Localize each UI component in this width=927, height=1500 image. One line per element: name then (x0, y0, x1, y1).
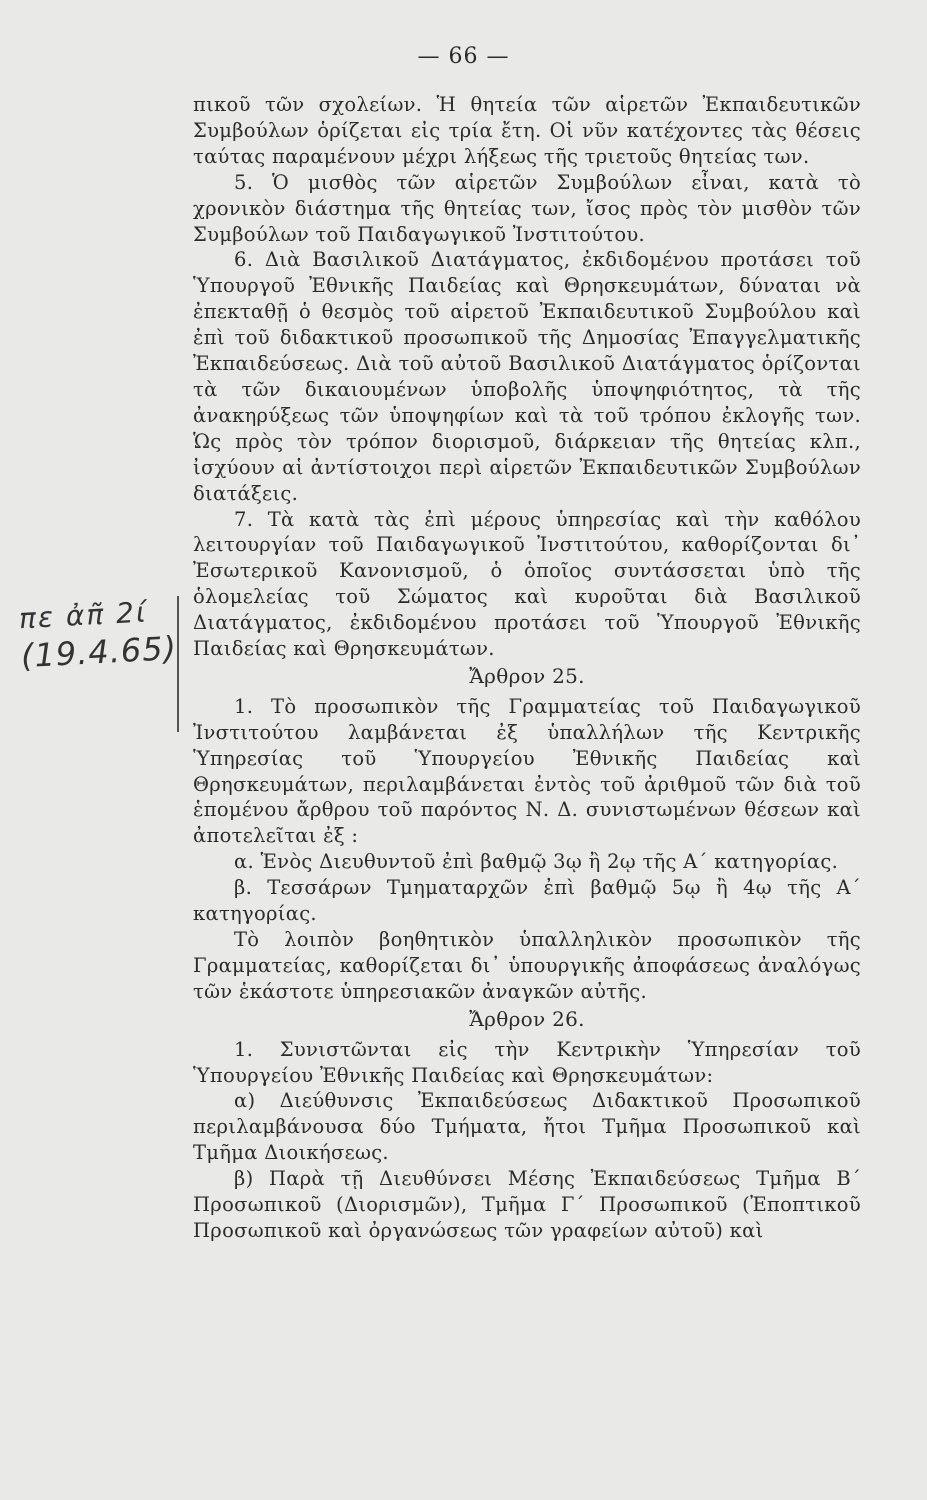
article-26-heading: Ἄρθρον 26. (469, 1006, 585, 1031)
body-text (193, 92, 861, 1244)
handwritten-margin-note (18, 594, 182, 675)
article-25-heading: Ἄρθρον 25. (469, 663, 585, 688)
paragraph-5: 5. Ὁ μισθὸς τῶν αἱρετῶν Συμβούλων εἶναι, κατὰ τὸ χρονικὸν διάστημα τῆς θητείας των, ἴσος πρὸς τὸν μισθὸν τῶν Συμβούλων τοῦ Παιδαγωγικοῦ Ἰνστιτούτου. (193, 170, 861, 246)
article-25-paragraph-1: 1. Τὸ προσωπικὸν τῆς Γραμματείας τοῦ Παιδαγωγικοῦ Ἰνστιτούτου λαμβάνεται ἐξ ὑπαλλήλων τῆς Κεντρικῆς Ὑπηρεσίας τοῦ Ὑπουργείου Ἐθνικῆς Παιδείας καὶ Θρησκευμάτων, περιλαμβάνεται ἐντὸς τοῦ ἀριθμοῦ τῶν διὰ τοῦ ἑπομένου ἄρθρου τοῦ παρόντος Ν. Δ. συνιστωμένων θέσεων καὶ ἀποτελεῖται ἐξ : (193, 694, 861, 848)
article-25-item-b: β. Τεσσάρων Τμηματαρχῶν ἐπὶ βαθμῷ 5ῳ ἢ 4ῳ τῆς Α΄ κατηγορίας. (193, 876, 861, 926)
article-26-paragraph-1: 1. Συνιστῶνται εἰς τὴν Κεντρικὴν Ὑπηρεσίαν τοῦ Ὑπουργείου Ἐθνικῆς Παιδείας καὶ Θρησκευμάτων: (193, 1037, 861, 1087)
page-number: — 66 — (417, 44, 510, 69)
article-25-closing: Τὸ λοιπὸν βοηθητικὸν ὑπαλληλικὸν προσωπικὸν τῆς Γραμματείας, καθορίζεται δι᾽ ὑπουργικῆς ἀποφάσεως ἀναλόγως τῶν ἑκάστοτε ὑπηρεσιακῶν ἀναγκῶν αὐτῆς. (193, 928, 861, 1003)
margin-note-line-1: πε ἀπ͂ 2ί (18, 595, 149, 636)
article-26-item-b: β) Παρὰ τῇ Διευθύνσει Μέσης Ἐκπαιδεύσεως Τμῆμα Β΄ Προσωπικοῦ (Διορισμῶν), Τμῆμα Γ΄ Προσωπικοῦ (Ἐποπτικοῦ Προσωπικοῦ καὶ ὀργανώσεως τῶν γραφείων αὐτοῦ) καὶ (193, 1167, 861, 1242)
paragraph: πικοῦ τῶν σχολείων. Ἡ θητεία τῶν αἱρετῶν Ἐκπαιδευτικῶν Συμβούλων ὁρίζεται εἰς τρία ἔτη. Οἱ νῦν κατέχοντες τὰς θέσεις ταύτας παραμένουν μέχρι λήξεως τῆς τριετοῦς θητείας των. (193, 93, 861, 168)
margin-note-line-2: (19.4.65) (20, 629, 178, 676)
article-26-item-a: α) Διεύθυνσις Ἐκπαιδεύσεως Διδακτικοῦ Προσωπικοῦ περιλαμβάνουσα δύο Τμήματα, ἤτοι Τμῆμα Προσωπικοῦ καὶ Τμῆμα Διοικήσεως. (193, 1089, 861, 1165)
paragraph-7: 7. Τὰ κατὰ τὰς ἐπὶ μέρους ὑπηρεσίας καὶ τὴν καθόλου λειτουργίαν τοῦ Παιδαγωγικοῦ Ἰνστιτούτου, καθορίζονται δι᾽ Ἐσωτερικοῦ Κανονισμοῦ, ὁ ὁποῖος συντάσσεται ὑπὸ τῆς ὁλομελείας τοῦ Σώματος καὶ κυροῦται διὰ Βασιλικοῦ Διατάγματος, ἐκδιδομένου προτάσει τοῦ Ὑπουργοῦ Ἐθνικῆς Παιδείας καὶ Θρησκευμάτων. (193, 507, 861, 661)
paragraph-6: 6. Διὰ Βασιλικοῦ Διατάγματος, ἐκδιδομένου προτάσει τοῦ Ὑπουργοῦ Ἐθνικῆς Παιδείας καὶ Θρησκευμάτων, δύναται νὰ ἐπεκταθῇ ὁ θεσμὸς τοῦ αἱρετοῦ Ἐκπαιδευτικοῦ Συμβούλου καὶ ἐπὶ τοῦ διδακτικοῦ προσωπικοῦ τῆς Δημοσίας Ἐπαγγελματικῆς Ἐκπαιδεύσεως. Διὰ τοῦ αὐτοῦ Βασιλικοῦ Διατάγματος ὁρίζονται τὰ τῶν δικαιουμένων ὑποβολῆς ὑποψηφιότητος, τὰ τῆς ἀνακηρύξεως τῶν ὑποψηφίων καὶ τὰ τοῦ τρόπου ἐκλογῆς των. Ὡς πρὸς τὸν τρόπον διορισμοῦ, διάρκειαν τῆς θητείας κλπ., ἰσχύουν αἱ ἀντίστοιχοι περὶ αἱρετῶν Ἐκπαιδευτικῶν Συμβούλων διατάξεις. (193, 248, 861, 505)
article-25-item-a: α. Ἑνὸς Διευθυντοῦ ἐπὶ βαθμῷ 3ῳ ἢ 2ῳ τῆς Α΄ κατηγορίας. (234, 850, 839, 874)
